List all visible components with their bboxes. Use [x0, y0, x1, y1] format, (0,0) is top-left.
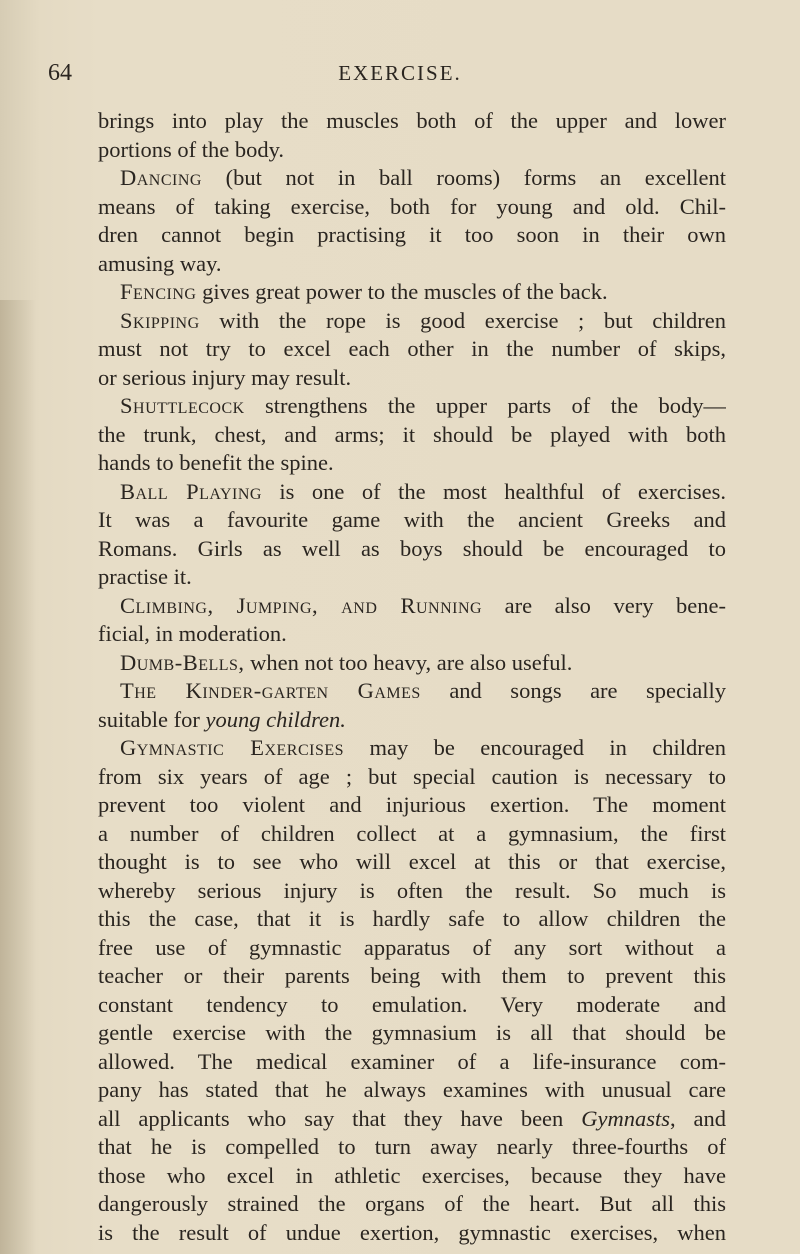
text-line — [98, 763, 726, 792]
text-line — [98, 1133, 726, 1162]
text-run: and songs are specially — [420, 678, 726, 703]
text-run: is one of the most healthful of exercises. — [261, 478, 726, 504]
section-lead-term: Ball Playing — [120, 478, 262, 504]
text-run: with the rope is good exercise ; but children — [199, 307, 726, 333]
text-run: those who excel in athletic exercises, because they have — [98, 1162, 726, 1188]
text-run: this the case, that it is hardly safe to allow children the — [98, 906, 726, 931]
text-line — [98, 1105, 726, 1134]
italic-text: Gymnasts — [581, 1105, 670, 1131]
text-line — [98, 535, 726, 564]
running-head — [0, 58, 800, 88]
text-run: or serious injury may result. — [98, 364, 352, 390]
text-run: a number of children collect at a gymnasium, the first — [98, 820, 726, 846]
text-run: brings into play the muscles both of the upper and lower — [98, 108, 726, 133]
text-run: practise it. — [98, 564, 192, 589]
text-line — [98, 620, 726, 649]
text-line — [98, 1219, 726, 1248]
text-line — [98, 107, 726, 136]
text-run: allowed. The medical examiner of a life-insurance com- — [98, 1048, 726, 1074]
text-line — [98, 592, 726, 621]
section-lead-term: Dancing — [120, 165, 202, 190]
text-run: , and — [669, 1105, 726, 1131]
text-line — [98, 1076, 726, 1105]
text-line — [98, 506, 726, 535]
text-run: portions of the body. — [98, 136, 285, 162]
text-run: Romans. Girls as well as boys should be encouraged to — [98, 535, 726, 561]
text-run: ficial, in moderation. — [98, 621, 287, 646]
page-gutter-shadow — [0, 300, 36, 1254]
text-run: when not too heavy, are also useful. — [244, 649, 573, 675]
section-lead-term: Shuttlecock — [120, 393, 245, 418]
text-run: free use of gymnastic apparatus of any sort without a — [98, 934, 726, 960]
text-run: means of taking exercise, both for young and old. Chil- — [98, 193, 726, 219]
text-run: suitable for — [98, 706, 206, 732]
text-run: whereby serious injury is often the result. So much is — [98, 877, 726, 903]
text-run: dangerously strained the organs of the heart. But all this — [98, 1191, 726, 1216]
text-line — [98, 136, 726, 165]
text-line — [98, 734, 726, 763]
text-run: may be encouraged in children — [344, 735, 726, 760]
text-run: gentle exercise with the gymnasium is all that should be — [98, 1020, 726, 1045]
text-line — [98, 221, 726, 250]
text-line — [98, 934, 726, 963]
text-line — [98, 421, 726, 450]
text-run: from six years of age ; but special caution is necessary to — [98, 763, 726, 789]
text-run: It was a favourite game with the ancient Greeks and — [98, 507, 726, 532]
text-line — [98, 307, 726, 336]
text-run: the trunk, chest, and arms; it should be played with both — [98, 421, 726, 447]
page-number: 64 — [48, 60, 72, 86]
text-run: prevent too violent and injurious exertion. The moment — [98, 792, 726, 817]
text-line — [98, 820, 726, 849]
text-run: dren cannot begin practising it too soon in their own — [98, 222, 726, 247]
section-lead-term: Gymnastic Exercises — [120, 735, 345, 760]
section-lead-term: Climbing, Jumping, and Running — [120, 592, 483, 618]
text-line — [98, 335, 726, 364]
text-line — [98, 164, 726, 193]
text-line — [98, 706, 726, 735]
text-line — [98, 962, 726, 991]
running-title: EXERCISE. — [338, 61, 462, 85]
text-line — [98, 991, 726, 1020]
text-line — [98, 478, 726, 507]
text-line — [98, 392, 726, 421]
text-line — [98, 848, 726, 877]
text-line — [98, 563, 726, 592]
text-line — [98, 364, 726, 393]
text-run: pany has stated that he always examines with unusual care — [98, 1077, 726, 1102]
section-lead-term: Fencing — [120, 279, 197, 304]
text-line — [98, 1190, 726, 1219]
text-run: are also very bene- — [482, 592, 726, 618]
text-line — [98, 193, 726, 222]
text-run: constant tendency to emulation. Very moderate and — [98, 991, 726, 1017]
text-run: (but not in ball rooms) forms an excellent — [201, 165, 726, 190]
section-lead-term: The Kinder-garten Games — [120, 678, 421, 703]
italic-text: young children. — [205, 706, 346, 732]
section-lead-term: Dumb-Bells, — [120, 649, 245, 675]
text-run: gives great power to the muscles of the back. — [196, 279, 608, 304]
text-line — [98, 649, 726, 678]
text-line — [98, 791, 726, 820]
text-line — [98, 1162, 726, 1191]
text-line — [98, 250, 726, 279]
text-run: is the result of undue exertion, gymnastic exercises, when — [98, 1219, 726, 1245]
text-run: teacher or their parents being with them to prevent this — [98, 963, 726, 988]
text-run: that he is compelled to turn away nearly three-fourths of — [98, 1134, 726, 1159]
body-text — [98, 107, 726, 1247]
text-run: hands to benefit the spine. — [98, 450, 334, 475]
text-line — [98, 877, 726, 906]
text-line — [98, 449, 726, 478]
text-run: all applicants who say that they have been — [98, 1105, 582, 1131]
text-line — [98, 677, 726, 706]
text-run: strengthens the upper parts of the body— — [244, 393, 726, 418]
section-lead-term: Skipping — [120, 307, 200, 333]
text-run: amusing way. — [98, 250, 222, 276]
text-run: thought is to see who will excel at this or that exercise, — [98, 849, 726, 874]
text-line — [98, 1019, 726, 1048]
text-run: must not try to excel each other in the number of skips, — [98, 336, 726, 361]
text-line — [98, 1048, 726, 1077]
text-line — [98, 905, 726, 934]
text-line — [98, 278, 726, 307]
